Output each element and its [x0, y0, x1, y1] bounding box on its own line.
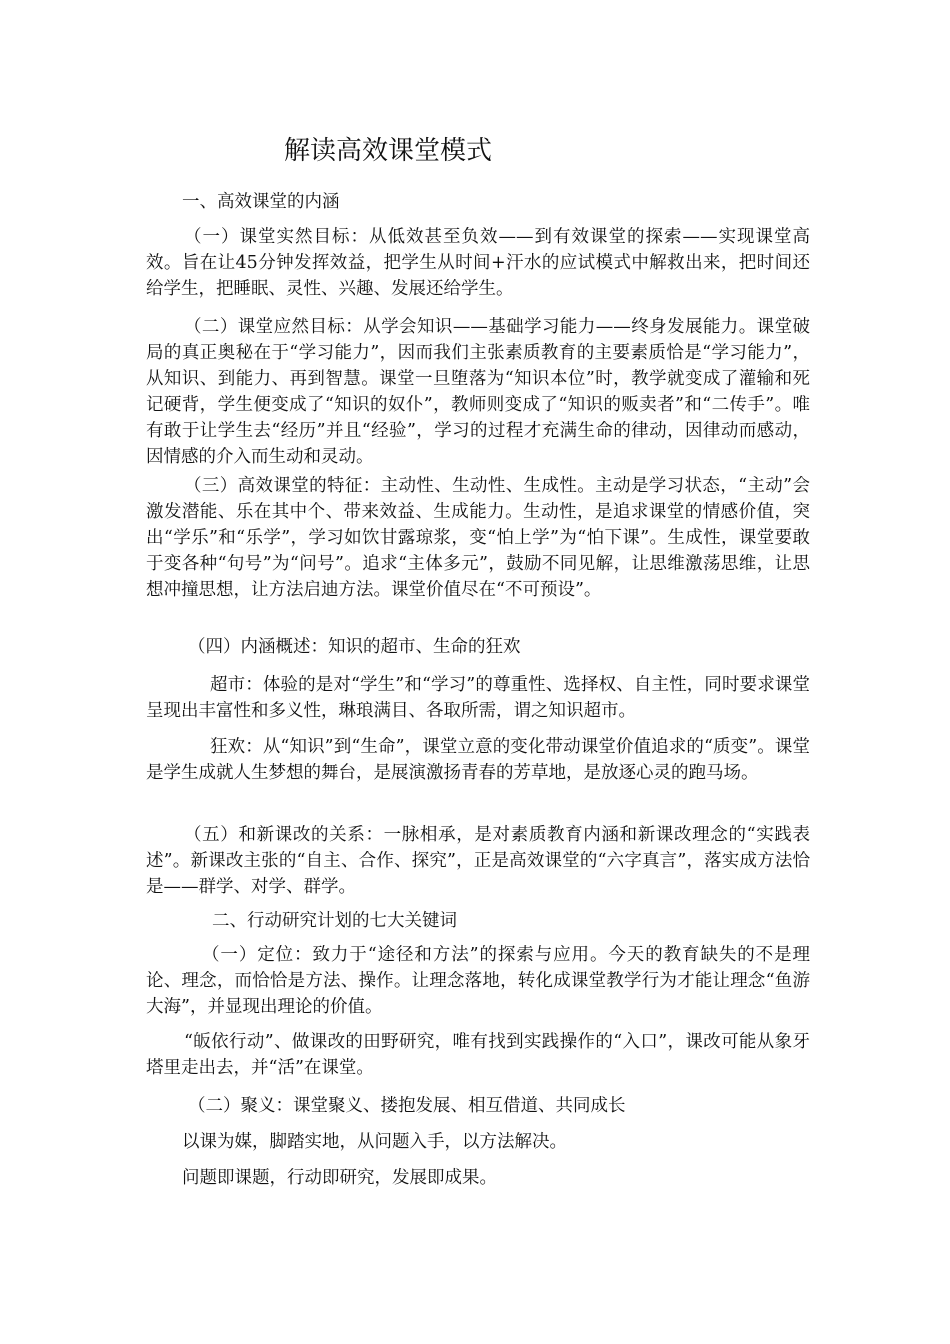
paragraph-7: （五）和新课改的关系：一脉相承，是对素质教育内涵和新课改理念的“实践表述”。新课改主张的“自主、合作、探究”，正是高效课堂的“六字真言”，落实成方法恰是——群学、对学、群学。 — [146, 825, 810, 897]
paragraph-1: （一）课堂实然目标：从低效甚至负效——到有效课堂的探索——实现课堂高效。旨在让45分钟发挥效益，把学生从时间+汗水的应试模式中解救出来，把时间还给学生，把睡眠、灵性、兴趣、发展还给学生。 — [146, 227, 810, 299]
paragraph-10: （二）聚义：课堂聚义、搂抱发展、相互借道、共同成长 — [188, 1096, 626, 1116]
paragraph-3: （三）高效课堂的特征：主动性、生动性、生成性。主动是学习状态，“主动”会激发潜能、乐在其中个、带来效益、生成能力。生动性，是追求课堂的情感价值，突出“学乐”和“乐学”，学习如饮甘露琼浆，变“怕上学”为“怕下课”。生成性，课堂要敢于变各种“句号”为“问号”。追求“主体多元”，鼓励不同见解，让思维激荡思维，让思想冲撞思想，让方法启迪方法。课堂价值尽在“不可预设”。 — [146, 476, 810, 600]
paragraph-12: 问题即课题，行动即研究，发展即成果。 — [182, 1168, 497, 1188]
document-title: 解读高效课堂模式 — [284, 136, 493, 166]
paragraph-4: （四）内涵概述：知识的超市、生命的狂欢 — [188, 637, 521, 657]
paragraph-5: 超市：体验的是对“学生”和“学习”的尊重性、选择权、自主性，同时要求课堂呈现出丰富性和多义性，琳琅满目、各取所需，谓之知识超市。 — [146, 675, 810, 721]
paragraph-8: （一）定位：致力于“途径和方法”的探索与应用。今天的教育缺失的不是理论、理念，而恰恰是方法、操作。让理念落地，转化成课堂教学行为才能让理念“鱼游大海”，并显现出理论的价值。 — [146, 945, 810, 1017]
paragraph-9: “皈依行动”、做课改的田野研究，唯有找到实践操作的“入口”，课改可能从象牙塔里走出去，并“活”在课堂。 — [146, 1032, 810, 1078]
paragraph-11: 以课为媒，脚踏实地，从问题入手，以方法解决。 — [182, 1132, 567, 1152]
paragraph-2: （二）课堂应然目标：从学会知识——基础学习能力——终身发展能力。课堂破局的真正奥秘在于“学习能力”，因而我们主张素质教育的主要素质恰是“学习能力”，从知识、到能力、再到智慧。课堂一旦堕落为“知识本位”时，教学就变成了灌输和死记硬背，学生便变成了“知识的奴仆”，教师则变成了“知识的贩卖者”和“二传手”。唯有敢于让学生去“经历”并且“经验”，学习的过程才充满生命的律动，因律动而感动，因情感的介入而生动和灵动。 — [146, 317, 810, 467]
section-heading-1: 一、高效课堂的内涵 — [182, 192, 340, 212]
paragraph-6: 狂欢：从“知识”到“生命”，课堂立意的变化带动课堂价值追求的“质变”。课堂是学生成就人生梦想的舞台，是展演激扬青春的芳草地，是放逐心灵的跑马场。 — [146, 737, 810, 783]
section-heading-2: 二、行动研究计划的七大关键词 — [212, 911, 457, 931]
